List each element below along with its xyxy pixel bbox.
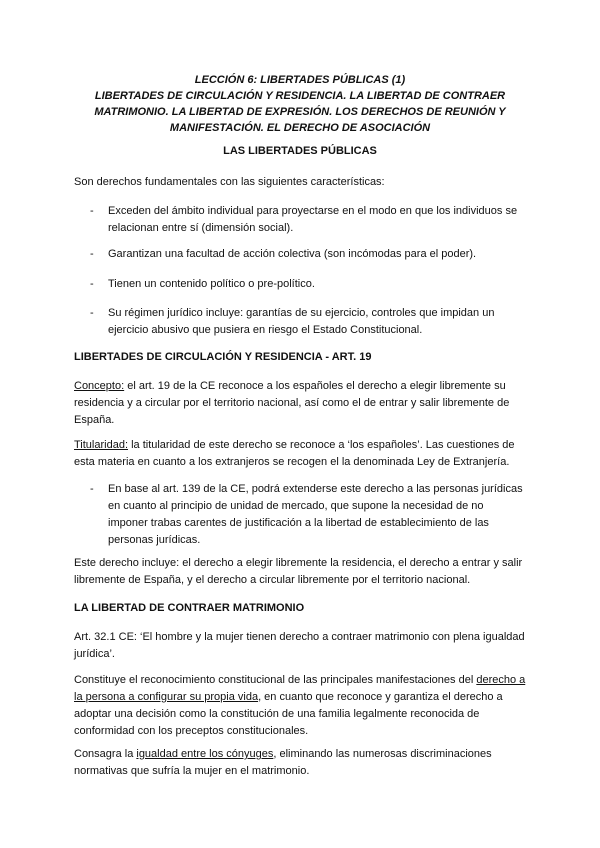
bullet-text: Su régimen jurídico incluye: garantías de su ejercicio, controles que impidan un ejercicio abusivo que pusiera en riesgo el Estado Constitucional.	[108, 307, 495, 336]
bullet-text: Exceden del ámbito individual para proyectarse en el modo en que los individuos se relacionan entre sí (dimensión social).	[108, 205, 518, 234]
concepto-paragraph	[74, 378, 526, 429]
consagra-text-2: , eliminando las numerosas discriminaciones normativas que sufría la mujer en el matrimonio.	[74, 748, 492, 777]
includes-paragraph: Este derecho incluye: el derecho a elegir libremente la residencia, el derecho a entrar y salir libremente de España, y el derecho a circular libremente por el territorio nacional.	[74, 557, 523, 586]
constituye-text-1: Constituye el reconocimiento constitucional de las principales manifestaciones del	[74, 674, 477, 686]
title-line-1: LECCIÓN 6: LIBERTADES PÚBLICAS (1)	[194, 74, 406, 86]
bullet-dash: -	[90, 307, 94, 319]
consagra-paragraph	[74, 746, 526, 780]
titularidad-label: Titularidad:	[74, 439, 129, 451]
consagra-text-1: Consagra la	[74, 748, 137, 760]
concepto-label: Concepto:	[74, 380, 125, 392]
section-heading-matrimonio: LA LIBERTAD DE CONTRAER MATRIMONIO	[74, 602, 305, 614]
bullet-item	[90, 276, 526, 293]
section-heading-circulacion: LIBERTADES DE CIRCULACIÓN Y RESIDENCIA - ART. 19	[74, 351, 372, 363]
section1-intro: Son derechos fundamentales con las siguientes características:	[74, 176, 385, 188]
consagra-underlined: igualdad entre los cónyuges	[136, 748, 274, 760]
title-line-2: LIBERTADES DE CIRCULACIÓN Y RESIDENCIA. LA LIBERTAD DE CONTRAER	[94, 90, 506, 102]
title-line-4: MANIFESTACIÓN. EL DERECHO DE ASOCIACIÓN	[169, 122, 431, 134]
bullet-text: Tienen un contenido político o pre-político.	[108, 278, 315, 290]
article-quote: Art. 32.1 CE: ‘El hombre y la mujer tienen derecho a contraer matrimonio con plena igualdad jurídica’.	[74, 631, 525, 660]
bullet-text: Garantizan una facultad de acción colectiva (son incómodas para el poder).	[108, 248, 477, 260]
lesson-title	[74, 72, 526, 136]
constituye-paragraph	[74, 672, 526, 740]
titularidad-text: la titularidad de este derecho se reconoce a ‘los españoles’. Las cuestiones de esta materia en cuanto a los extranjeros se recogen el la denominada Ley de Extranjería.	[74, 439, 515, 468]
section-heading-libertades-publicas: LAS LIBERTADES PÚBLICAS	[223, 145, 377, 157]
bullet-text: En base al art. 139 de la CE, podrá extenderse este derecho a las personas jurídicas en cuanto al principio de unidad de mercado, que supone la necesidad de no imponer trabas carentes de justificación a la libertad de establecimiento de las personas jurídicas.	[108, 483, 523, 546]
bullet-dash: -	[90, 278, 94, 290]
bullet-dash: -	[90, 483, 94, 495]
bullet-item	[90, 246, 526, 263]
constituye-underlined: derecho a la persona a configurar su propia vida	[74, 674, 526, 703]
titularidad-paragraph	[74, 437, 526, 471]
bullet-item	[90, 203, 526, 237]
bullet-dash: -	[90, 248, 94, 260]
constituye-text-2: , en cuanto que reconoce y garantiza el derecho a adoptar una decisión como la constitución de una familia legalmente reconocida de conformidad con los preceptos constitucionales.	[74, 691, 503, 737]
bullet-item	[90, 305, 526, 339]
title-line-3: MATRIMONIO. LA LIBERTAD DE EXPRESIÓN. LOS DERECHOS DE REUNIÓN Y	[94, 106, 506, 118]
bullet-item	[90, 481, 526, 549]
bullet-dash: -	[90, 205, 94, 217]
concepto-text: el art. 19 de la CE reconoce a los españoles el derecho a elegir libremente su residencia y a circular por el territorio nacional, así como el de entrar y salir libremente de España.	[74, 380, 510, 426]
